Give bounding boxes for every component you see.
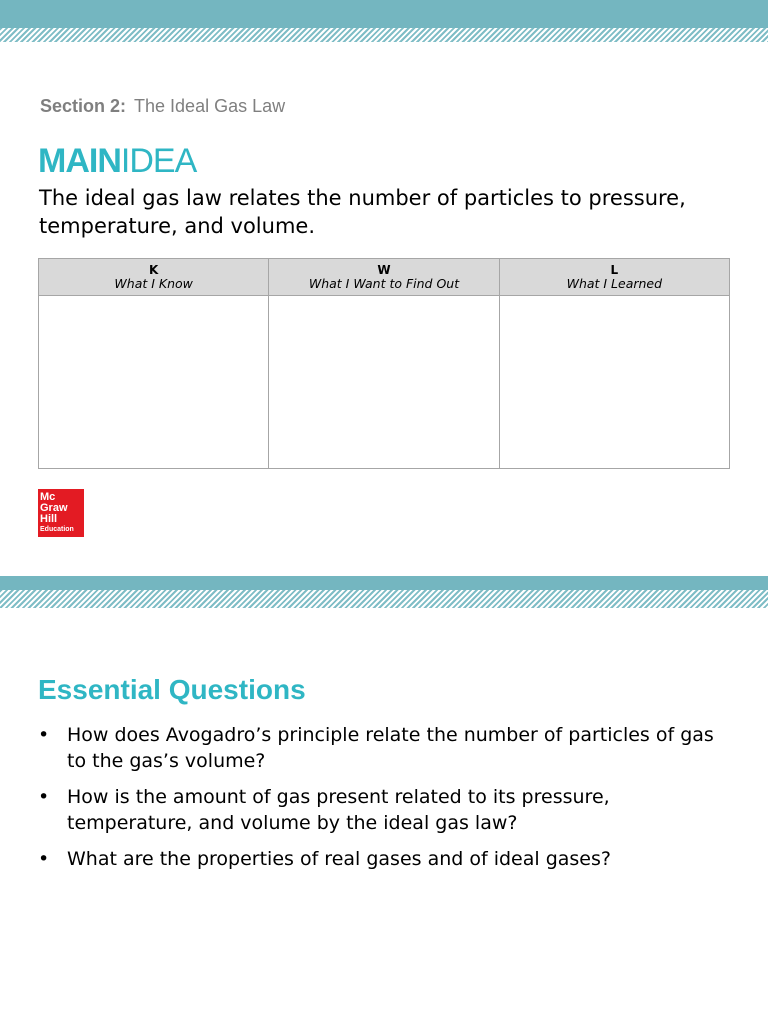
kwl-caption-learned: What I Learned [566, 276, 663, 291]
logo-line-mc: Mc [40, 491, 56, 503]
essential-questions-list [38, 722, 738, 882]
kwl-letter-l: L [610, 263, 619, 277]
section-title: The Ideal Gas Law [134, 96, 286, 116]
top-banner-hatch [0, 28, 768, 42]
section-heading [40, 96, 285, 117]
kwl-cell-learned[interactable] [499, 296, 729, 469]
logo-line-hill: Hill [40, 513, 58, 525]
question-item [38, 784, 738, 836]
logo-line-graw: Graw [40, 502, 68, 514]
kwl-letter-k: K [149, 263, 159, 277]
kwl-header-want [269, 259, 499, 296]
top-banner-solid [0, 576, 768, 590]
question-text: How does Avogadro’s principle relate the number of particles of gas to the gas’s volume? [67, 724, 714, 772]
question-item [38, 846, 738, 872]
slide-essential-questions [0, 576, 768, 1024]
logo-line-education: Education [40, 526, 74, 533]
question-item [38, 722, 738, 774]
kwl-letter-w: W [377, 263, 391, 277]
kwl-caption-want: What I Want to Find Out [308, 276, 460, 291]
kwl-caption-know: What I Know [114, 276, 193, 291]
main-idea-logo-idea: IDEA [120, 142, 197, 180]
top-banner-solid [0, 0, 768, 28]
kwl-chart [38, 258, 730, 469]
kwl-header-know [39, 259, 269, 296]
mcgraw-hill-logo [38, 489, 84, 537]
bullet-icon: • [38, 786, 50, 808]
top-banner-hatch [0, 590, 768, 608]
main-idea-logo [38, 144, 196, 178]
question-text: How is the amount of gas present related to its pressure, temperature, and volume by the ideal gas law? [67, 786, 610, 834]
kwl-cell-want[interactable] [269, 296, 499, 469]
bullet-icon: • [38, 724, 50, 746]
kwl-header-learned [499, 259, 729, 296]
question-text: What are the properties of real gases and of ideal gases? [67, 848, 611, 870]
main-idea-text: The ideal gas law relates the number of particles to pressure, temperature, and volume. [39, 186, 686, 238]
kwl-cell-know[interactable] [39, 296, 269, 469]
essential-questions-title: Essential Questions [38, 674, 306, 705]
section-label: Section 2: [40, 96, 127, 116]
main-idea-logo-main: MAIN [38, 142, 121, 180]
bullet-icon: • [38, 848, 50, 870]
